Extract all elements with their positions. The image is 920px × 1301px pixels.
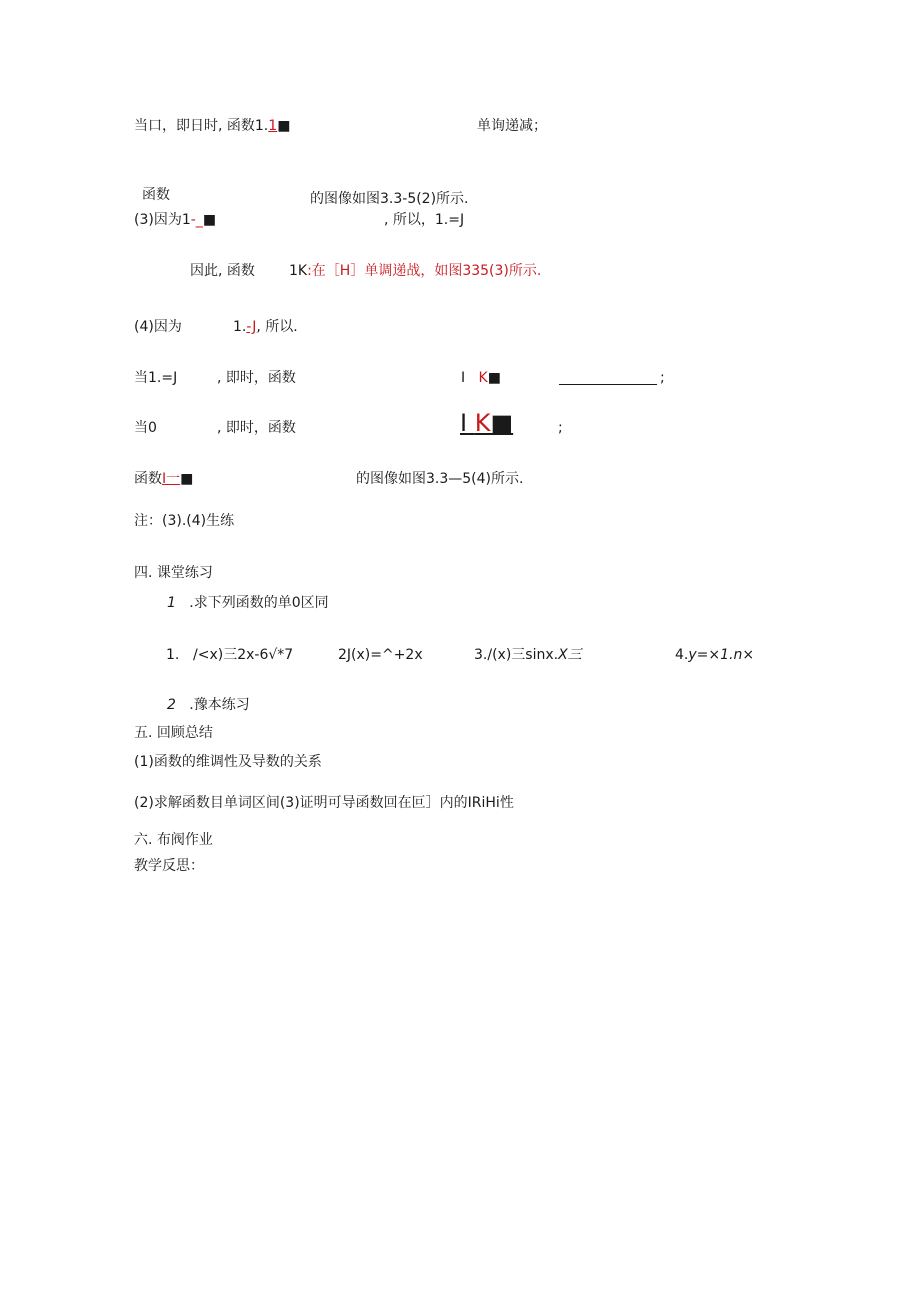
exercise-4 bbox=[675, 646, 754, 664]
red-mark: :在［H］单调递战，如图335(3)所示. bbox=[307, 263, 542, 279]
text: 1K bbox=[289, 263, 308, 279]
item-number: 2 bbox=[167, 697, 176, 713]
text: 4. bbox=[675, 647, 689, 663]
text-line-1 bbox=[134, 117, 290, 135]
practice-item-1 bbox=[167, 594, 329, 612]
text-line-8-end: 的图像如图3.3—5(4)所示. bbox=[356, 471, 524, 487]
teaching-reflection: 教学反思： bbox=[134, 858, 204, 874]
exercise-number: 1. bbox=[166, 647, 180, 663]
text-line-6-formula bbox=[461, 369, 501, 387]
text: 当口，即日时, 函数1. bbox=[134, 118, 269, 134]
text-line-8-start bbox=[134, 470, 193, 488]
text-line-6-mid: , 即时，函数 bbox=[217, 370, 296, 386]
text-line-2-start: 函数 bbox=[142, 187, 170, 203]
answer-blank bbox=[559, 384, 657, 385]
red-mark: -_ bbox=[190, 212, 203, 228]
text: I bbox=[460, 409, 468, 437]
note-line: 注：(3).(4)生练 bbox=[134, 513, 235, 529]
text-line-5-end bbox=[233, 318, 298, 336]
text-line-7-formula bbox=[460, 410, 513, 436]
text-line-6-start: 当1.=J bbox=[134, 370, 178, 386]
text-line-2-end: 的图像如图3.3-5(2)所示. bbox=[310, 191, 469, 207]
exercise-1: /<x)三2x-6√*7 bbox=[193, 647, 294, 663]
red-mark: 1 bbox=[268, 118, 278, 134]
text: I bbox=[461, 370, 466, 386]
square-mark: ■ bbox=[202, 212, 217, 228]
item-number: 1 bbox=[167, 595, 176, 611]
red-mark: I一 bbox=[162, 471, 181, 487]
text: , 所以. bbox=[256, 319, 298, 335]
text-line-7-mid: , 即时，函数 bbox=[217, 420, 296, 436]
text: 3./(x)三sinx. bbox=[474, 647, 559, 663]
text: X三 bbox=[558, 647, 582, 663]
review-item-2: (2)求解函数目单词区间(3)证明可导函数回在叵］内的IRiHi性 bbox=[134, 795, 514, 811]
square-mark: ■ bbox=[180, 471, 194, 487]
text-line-6-end: ; bbox=[660, 370, 665, 386]
square-mark: ■ bbox=[277, 118, 291, 134]
text: (3)因为1 bbox=[134, 212, 191, 228]
text: 1. bbox=[233, 319, 247, 335]
section-heading-4: 四. 课堂练习 bbox=[134, 565, 213, 581]
text-line-3 bbox=[134, 211, 216, 229]
text: 函数 bbox=[134, 471, 162, 487]
exercise-3 bbox=[474, 646, 582, 664]
text-line-5-start: (4)因为 bbox=[134, 319, 182, 335]
text-line-4-start: 因此, 函数 bbox=[190, 263, 255, 279]
text-line-1-end: 单询递减； bbox=[477, 118, 547, 134]
red-mark: K bbox=[478, 370, 488, 386]
text: .豫本练习 bbox=[189, 697, 250, 713]
review-item-1: (1)函数的维调性及导数的关系 bbox=[134, 754, 322, 770]
text-line-7-start: 当0 bbox=[134, 420, 157, 436]
text-line-3-end: , 所以，1.=J bbox=[384, 212, 465, 228]
text-line-4-end bbox=[289, 262, 541, 280]
section-heading-6: 六. 布阀作业 bbox=[134, 832, 213, 848]
text: .求下列函数的单0区同 bbox=[189, 595, 329, 611]
text: y=×1.n× bbox=[688, 647, 755, 663]
red-mark: -J bbox=[246, 319, 257, 335]
exercise-2: 2J(x)=^+2x bbox=[338, 647, 423, 663]
section-heading-5: 五. 回顾总结 bbox=[134, 725, 213, 741]
red-mark: K bbox=[474, 409, 491, 437]
practice-item-2 bbox=[167, 696, 250, 714]
square-mark: ■ bbox=[487, 370, 501, 386]
text-line-7-end: ; bbox=[558, 420, 563, 436]
square-mark: ■ bbox=[490, 409, 514, 437]
